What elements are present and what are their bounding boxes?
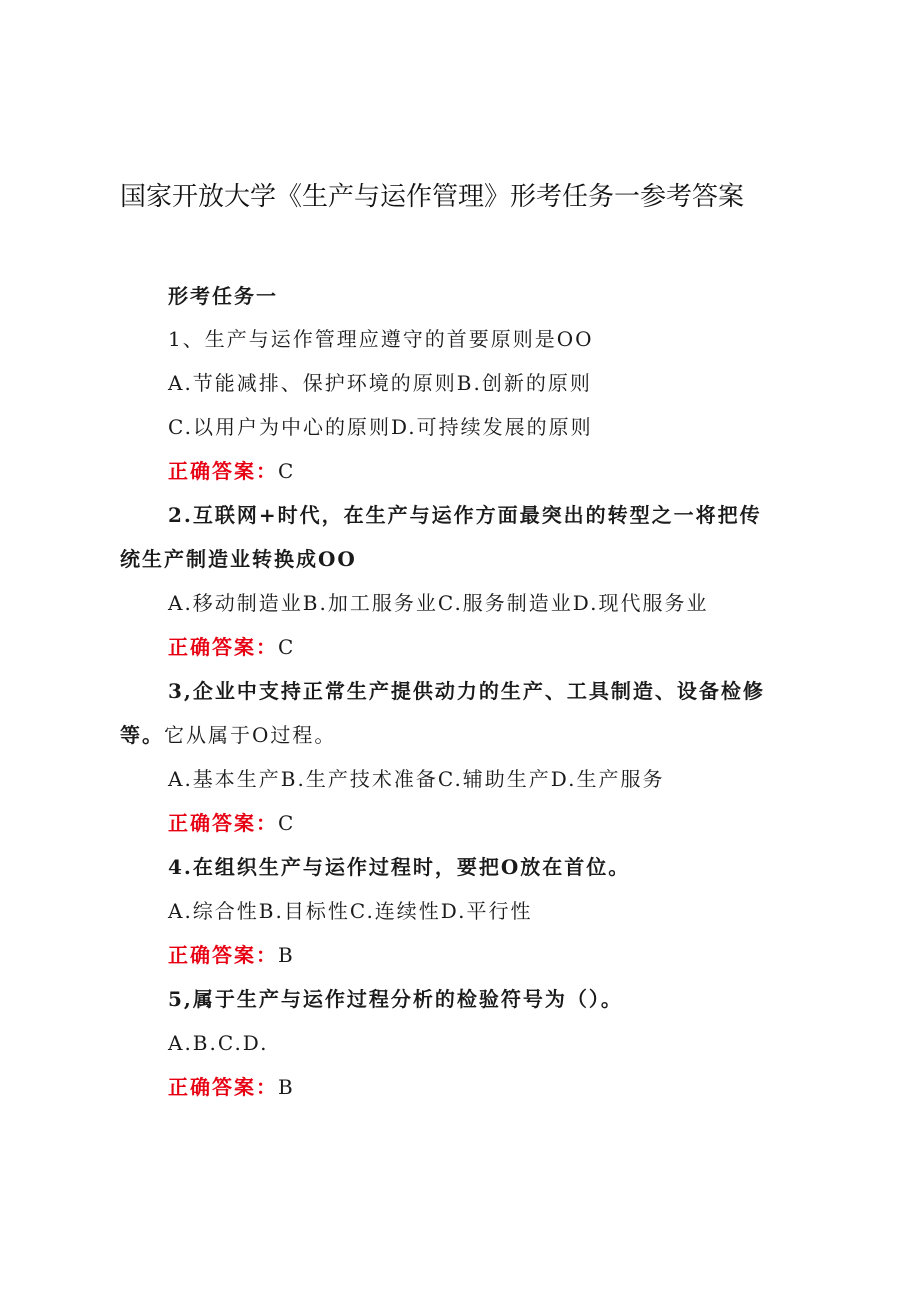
answer-label: 正确答案： <box>168 943 278 967</box>
question-3-text-bold-part: 等。 <box>120 723 164 747</box>
question-1-option-line-2: C.以用户为中心的原则D.可持续发展的原则 <box>168 415 593 439</box>
question-3-answer <box>168 809 295 837</box>
answer-value: C <box>278 459 296 483</box>
question-5-options: A.B.C.D. <box>168 1031 269 1055</box>
answer-value: B <box>278 1075 295 1099</box>
question-3-text-line-1: 3,企业中支持正常生产提供动力的生产、工具制造、设备检修 <box>168 679 765 703</box>
answer-label: 正确答案： <box>168 1075 278 1099</box>
question-3-options: A.基本生产B.生产技术准备C.辅助生产D.生产服务 <box>168 767 665 791</box>
question-4-text: 4.在组织生产与运作过程时，要把O放在首位。 <box>168 855 631 879</box>
answer-label: 正确答案： <box>168 459 278 483</box>
question-2-text-line-1: 2.互联网+时代，在生产与运作方面最突出的转型之一将把传 <box>168 503 762 527</box>
section-heading: 形考任务一 <box>168 284 278 308</box>
question-4-options: A.综合性B.目标性C.连续性D.平行性 <box>168 899 533 923</box>
question-3-text-normal-part: 它从属于O过程。 <box>164 723 337 747</box>
answer-label: 正确答案： <box>168 811 278 835</box>
document-title: 国家开放大学《生产与运作管理》形考任务一参考答案 <box>120 182 745 212</box>
question-1-text: 1、生产与运作管理应遵守的首要原则是OO <box>168 327 594 351</box>
question-2-text-line-2: 统生产制造业转换成OO <box>120 547 357 571</box>
question-2-options: A.移动制造业B.加工服务业C.服务制造业D.现代服务业 <box>168 591 709 615</box>
answer-value: B <box>278 943 295 967</box>
question-1-answer <box>168 457 295 485</box>
answer-value: C <box>278 635 296 659</box>
question-3-text-line-2 <box>120 721 336 749</box>
question-1-option-line-1: A.节能减排、保护环境的原则B.创新的原则 <box>168 371 592 395</box>
question-2-answer <box>168 633 295 661</box>
answer-label: 正确答案： <box>168 635 278 659</box>
question-5-text: 5,属于生产与运作过程分析的检验符号为（）。 <box>168 987 623 1011</box>
question-5-answer <box>168 1073 295 1101</box>
question-4-answer <box>168 941 295 969</box>
answer-value: C <box>278 811 296 835</box>
